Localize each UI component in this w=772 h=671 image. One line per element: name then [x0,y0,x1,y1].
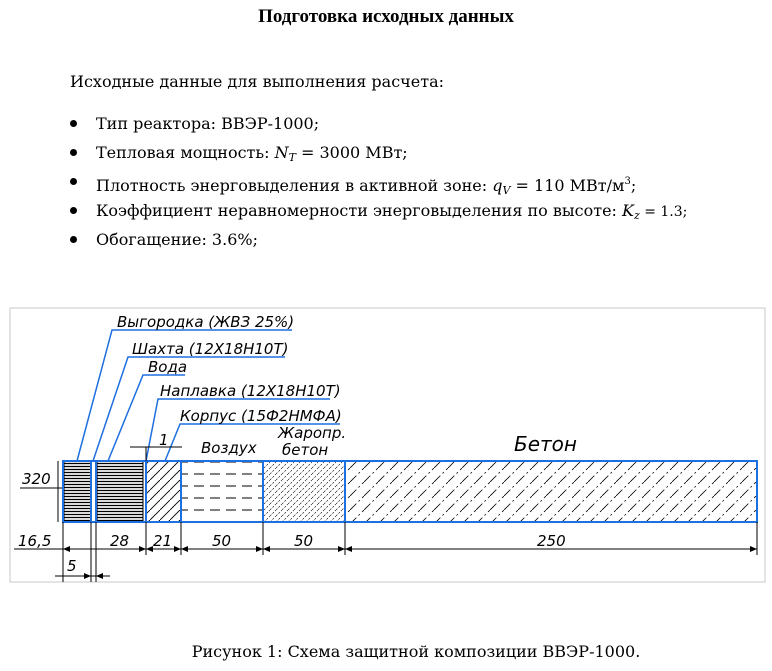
param-nonuniformity: Коэффициент неравномерности энерговыделения по высоте: $K_z = 1.3$; [96,198,687,227]
label-baffle: Выгородка (ЖВЗ 25%) [117,313,295,331]
dim-baffle: 16,5 [18,532,52,550]
label-heat-resistant-1: Жаропр. [278,424,347,442]
label-heat-resistant-2: бетон [282,441,329,459]
dim-shaft: 28 [110,532,130,550]
layer-shaft [97,461,143,522]
label-shaft: Шахта (12Х18Н10Т) [132,340,289,358]
layer-baffle [64,461,91,522]
dim-vessel: 21 [153,532,173,550]
param-enrichment: Обогащение: 3.6%; [96,227,687,256]
layer-air [182,461,262,522]
figure-caption: Рисунок 1: Схема защитной композиции ВВЭР-1000. [191,642,641,661]
params-list [96,111,687,256]
param-reactor-type: Тип реактора: ВВЭР-1000; [96,111,687,140]
label-cladding: Наплавка (12Х18Н10Т) [160,382,341,400]
layer-vessel [147,461,180,522]
label-vessel: Корпус (15Ф2НМФА) [180,407,342,425]
layer-heat-resistant-concrete [263,461,344,522]
label-water: Вода [148,358,188,376]
page-title: Подготовка исходных данных [258,6,514,27]
dimension-arrows [63,546,757,579]
dim-concrete: 250 [537,532,566,550]
layer-concrete [345,461,757,522]
intro-text: Исходные данные для выполнения расчета: [70,72,444,91]
dim-cladding: 1 [159,431,169,449]
shielding-diagram [0,300,772,585]
dim-heat-resistant: 50 [294,532,314,550]
param-thermal-power: Тепловая мощность: $N_T = 3000$ МВт; [96,140,687,169]
dim-water: 5 [67,557,77,575]
label-air: Воздух [201,439,257,457]
dim-air: 50 [212,532,232,550]
dim-height: 320 [22,470,51,488]
param-power-density: Плотность энерговыделения в активной зоне: $q_V = 110$ МВт/$м^3$; [96,169,687,198]
label-concrete: Бетон [514,432,577,456]
